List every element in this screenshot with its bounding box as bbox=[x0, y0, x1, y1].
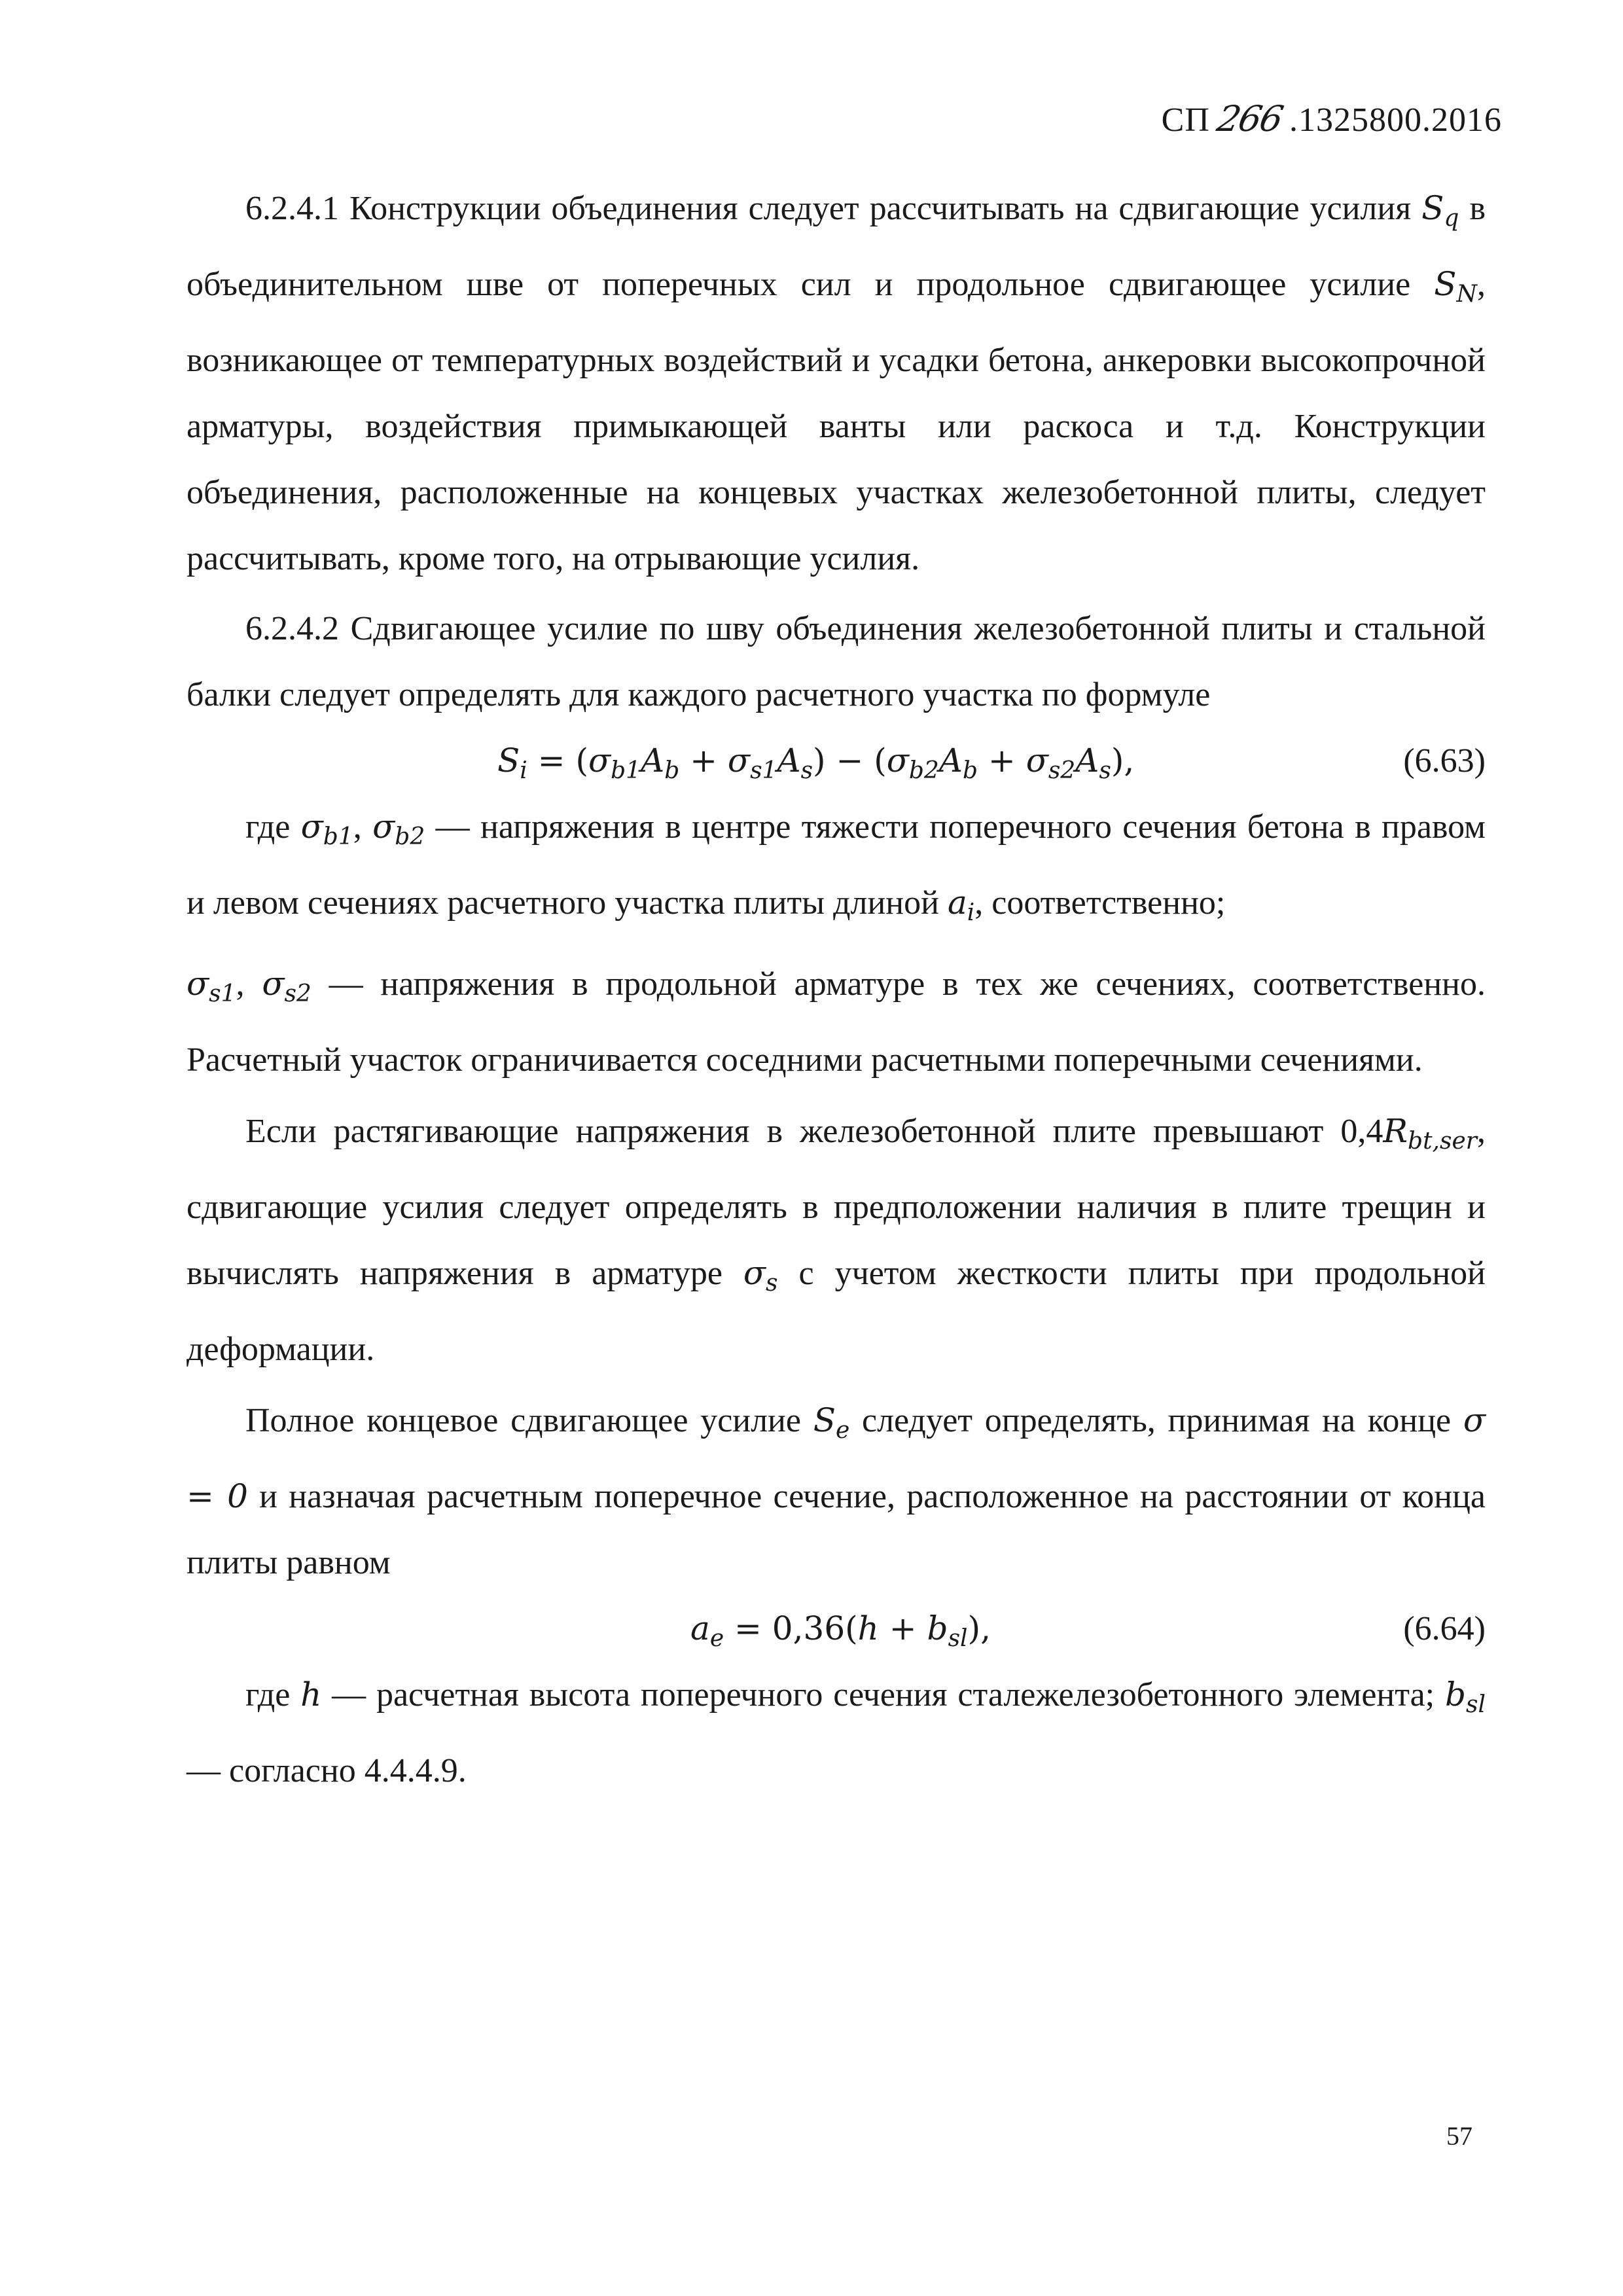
math-s-e: $S_e$ bbox=[813, 1401, 850, 1444]
text: , возникающее от температурных воздействий и усадки бетона, анкеровки высокопрочной арматуры, воздействия примыкающей ванты или раскоса и т.д. Конструкции объединения, расположенные на концевых участках железобетонной плиты, следует рассчитывать, кроме того, на отрывающие усилия. bbox=[187, 266, 1486, 577]
header-code-suffix: .1325800.2016 bbox=[1289, 101, 1502, 139]
formula-number: (6.63) bbox=[1403, 742, 1486, 780]
math-s-n: $S_N$ bbox=[1434, 265, 1477, 308]
math-sigma-b1: $\sigma_{b1}$ bbox=[300, 808, 353, 850]
document-body bbox=[187, 175, 1486, 1804]
paragraph-6-2-4-1 bbox=[187, 175, 1486, 592]
document-code-header bbox=[1162, 98, 1502, 139]
paragraph-end-shear: Полное концевое сдвигающее усилие $S_e$ следует определять, принимая на конце σ = 0 и назначая расчетным поперечное сечение, расположенное на расстоянии от конца плиты равном bbox=[187, 1401, 1486, 1581]
handwritten-code: 266 bbox=[1213, 98, 1286, 139]
math-b-sl: $b_{sl}$ bbox=[1444, 1676, 1486, 1718]
paragraph-sigma-s: $\sigma_{s1}$, $\sigma_{s2}$ — напряжения в продольной арматуре в тех же сечениях, соответственно. Расчетный участок ограничивается соседними расчетными поперечными сечениями. bbox=[187, 965, 1486, 1079]
math-sigma-s2: $\sigma_{s2}$ bbox=[262, 965, 312, 1007]
formula-expression: $a_e = 0,36(h + b_{sl})$, bbox=[690, 1609, 991, 1652]
math-a-i: $a_i$ bbox=[947, 884, 975, 926]
paragraph-6-2-4-2: 6.2.4.2 Сдвигающее усилие по шву объединения железобетонной плиты и стальной балки следует определять для каждого расчетного участка по формуле bbox=[187, 610, 1486, 713]
paragraph-tensile-stress: Если растягивающие напряжения в железобетонной плите превышают $0,4R_{bt,ser}$, сдвигающие усилия следует определять в предположении наличия в плите трещин и вычислять напряжения в арматуре $\sigma_s$ с учетом жесткости плиты при продольной деформации. bbox=[187, 1112, 1486, 1368]
formula-number: (6.64) bbox=[1403, 1610, 1486, 1647]
header-prefix: СП bbox=[1161, 101, 1210, 139]
formula-expression: $S_i = (\sigma_{b1}A_b + \sigma_{s1}A_s) - (\sigma_{b2}A_b + \sigma_{s2}A_s)$, bbox=[497, 742, 1135, 784]
math-h: h bbox=[300, 1676, 322, 1713]
formula-6-63 bbox=[187, 728, 1486, 794]
math-sigma-s1: $\sigma_{s1}$ bbox=[187, 965, 236, 1007]
math-sigma-s: $\sigma_s$ bbox=[743, 1254, 778, 1297]
text: в объединительном шве от поперечных сил и продольное сдвигающее усилие bbox=[187, 190, 1486, 303]
math-r-bt-ser: $R_{bt,ser}$ bbox=[1383, 1112, 1477, 1155]
formula-6-64 bbox=[187, 1596, 1486, 1662]
page-number: 57 bbox=[1446, 2121, 1472, 2151]
math-s-q: $S_q$ bbox=[1421, 189, 1459, 232]
text: 6.2.4.1 Конструкции объединения следует рассчитывать на сдвигающие усилия bbox=[245, 190, 1422, 227]
paragraph-where-sigma-b: где $\sigma_{b1}$, $\sigma_{b2}$ — напряжения в центре тяжести поперечного сечения бетона в правом и левом сечениях расчетного участка плиты длиной $a_i$, соответственно; bbox=[187, 808, 1486, 926]
paragraph-where-h: где h — расчетная высота поперечного сечения сталежелезобетонного элемента; $b_{sl}$ — согласно 4.4.4.9. bbox=[187, 1676, 1486, 1789]
math-sigma-zero: σ = 0 bbox=[187, 1401, 1486, 1515]
math-sigma-b2: $\sigma_{b2}$ bbox=[372, 808, 425, 850]
